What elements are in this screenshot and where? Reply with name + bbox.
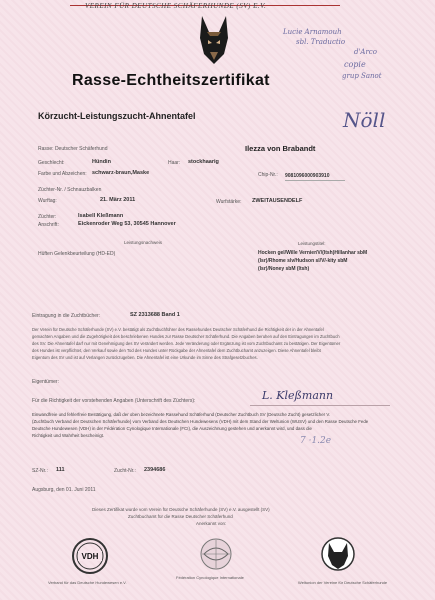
vdh-logo — [70, 534, 110, 583]
registration-value: SZ 2313688 Band 1 — [130, 312, 180, 318]
wusv-logo — [318, 534, 358, 579]
breed-label: Rasse: Deutscher Schäferhund — [38, 146, 108, 152]
wusv-caption: Weltunion der Vereine für Deutsche Schäferhunde — [298, 580, 388, 585]
chip-value: 9081096000903910 — [285, 173, 330, 179]
handwritten-note: Lucie Arnamouh — [283, 28, 342, 36]
address-value: Eickenroder Weg 53, 30545 Hannover — [78, 221, 176, 227]
place-date: Augsburg, den 01. Juni 2011 — [32, 487, 96, 493]
certificate-title: Rasse-Echtheitszertifikat — [72, 72, 270, 89]
zucht-value: 2394686 — [144, 467, 166, 473]
chip-underline — [285, 180, 345, 181]
shepherd-dog-emblem — [195, 14, 233, 66]
signature-line — [250, 405, 390, 406]
faint-stamp: 7 ·1.2e — [300, 436, 332, 446]
registration-text: Der Verein für Deutsche Schäferhunde (SV) e.V. bestätigt als Zuchtbuchführer des Rassehundes Deutscher Schäferhund die Richtigkeit der in der Ahnentafel — [32, 327, 324, 332]
litter-value: ZWEITAUSENDELF — [252, 198, 303, 204]
handwritten-note: d'Arco — [354, 48, 377, 56]
statement-text: (Zuchtbuch Verband der Deutschen Schäferhunde) vom Verband des Deutschen Hundewesens (VDH) mit dem Stand der Weltunion (WUSV) und den Rasse Deutsche Fede — [32, 419, 369, 424]
handwritten-note: sbl. Traductio — [296, 38, 346, 46]
registration-text: des Hundes ist verpflichtet, den Verkauf sowie den Tod des Hundes unter Rückgabe der Ahnentafel dem Zuchtbuchamt anzuzeigen. Diese Ahnentafel bleibt — [32, 348, 321, 353]
owner-label: Eigentümer: — [32, 379, 59, 385]
statement-text: Einwandfreie und fehlerfreie Bestätigung, daß der oben bezeichnete Rassehund Schäferhund (Deutscher Zuchtbuch SV (Deutsche Zucht) gesetzlicher V. — [32, 412, 331, 417]
vdh-logo-text: VDH — [81, 552, 99, 561]
dog-name: Ilezza von Brabandt — [245, 144, 316, 153]
title-line: (lsr)/Rhome slv/Hudson sl/V/-kity sbM — [258, 258, 348, 264]
sz-label: SZ-Nr.: — [32, 468, 48, 474]
handwritten-signature: Nöll — [343, 108, 386, 132]
registration-text: des SV. Die Ahnentafel darf nur mit Genehmigung des SV verändert werden. Jede Veränderung oder Ergänzung ist vom Zuchtbuchamt zu bestätigen. Der Eigentümer — [32, 341, 341, 346]
vdh-caption: Verband für das Deutsche Hundewesen e.V. — [48, 580, 127, 585]
litter-label: Wurfstärke: — [216, 199, 242, 205]
statement-text: Deutsche Hundewesen (VDH) in der Fédération Cynologique Internationale (FCI), die Auszeichnung gestehen und anerkannt wird, und dass die — [32, 426, 312, 431]
birth-header: Züchter-Nr. / Schnauzbalken — [38, 187, 102, 193]
zucht-label: Zucht-Nr.: — [114, 468, 136, 474]
sz-value: 111 — [56, 467, 65, 473]
hair-label: Haar: — [168, 160, 181, 166]
color-value: schwarz-braun,Maske — [92, 170, 150, 176]
breeder-signature: L. Kleßmann — [262, 389, 334, 402]
breeder-value: Isabell Kleßmann — [78, 213, 124, 219]
registration-text: gemachten Angaben und die Zugehörigkeit des beschriebenen Hundes zur Rasse Deutscher Schäferhund. Die Angaben beruhen auf den Eintragungen im Zuchtbuch — [32, 334, 340, 339]
certificate-subtitle: Körzucht-Leistungszucht-Ahnentafel — [38, 111, 196, 121]
fci-logo — [196, 536, 236, 577]
title-line: (lsr)/Noney sbM (ltsh) — [258, 266, 310, 272]
statement-text: Richtigkeit und Wahrheit bescheinigt. — [32, 433, 105, 438]
registration-label: Eintragung in die Zuchtbücher: — [32, 313, 101, 319]
titles-header: Leistungstitel: — [298, 241, 326, 246]
organisation-name: VEREIN FÜR DEUTSCHE SCHÄFERHUNDE (SV) E.V. — [85, 2, 267, 10]
fci-caption: Fédération Cynologique Internationale — [176, 575, 244, 580]
birth-label: Wurftag: — [38, 198, 57, 204]
results-header: Leistungsnachweis — [124, 240, 163, 245]
color-label: Farbe und Abzeichen: — [38, 171, 87, 177]
registration-text: Eigentum des SV und ist auf Verlangen zurückzugeben. Die Ahnentafel ist eine Urkunde im Sinne des Strafgesetzbuches. — [32, 355, 258, 360]
sex-label: Geschlecht: — [38, 160, 65, 166]
recognised-label: Anerkannt von: — [196, 521, 227, 526]
hd-label: Hüften Gelenkbeurteilung (HD-ED) — [38, 251, 116, 257]
address-label: Anschrift: — [38, 222, 59, 228]
confirm-label: Für die Richtigkeit der vorstehenden Angaben (Unterschrift des Züchters): — [32, 398, 196, 404]
footer-line: Zuchtbuchamt für die Rasse Deutscher Schäferhund — [128, 514, 233, 519]
handwritten-note: copie — [344, 60, 366, 69]
footer-line: Dieses Zertifikat wurde vom Verein für Deutsche Schäferhunde (SV) e.V. ausgestellt (SV) — [92, 507, 270, 512]
title-line: Hocken gel/Wille Vernier/V/(ltsh)Hillanhar sbM — [258, 250, 368, 256]
hair-value: stockhaarig — [188, 159, 219, 165]
chip-label: Chip-Nr.: — [258, 172, 278, 178]
sex-value: Hündin — [92, 159, 111, 165]
birth-value: 21. März 2011 — [100, 197, 136, 203]
handwritten-note: grup Sanot — [342, 72, 382, 80]
breeder-label: Züchter: — [38, 214, 57, 220]
